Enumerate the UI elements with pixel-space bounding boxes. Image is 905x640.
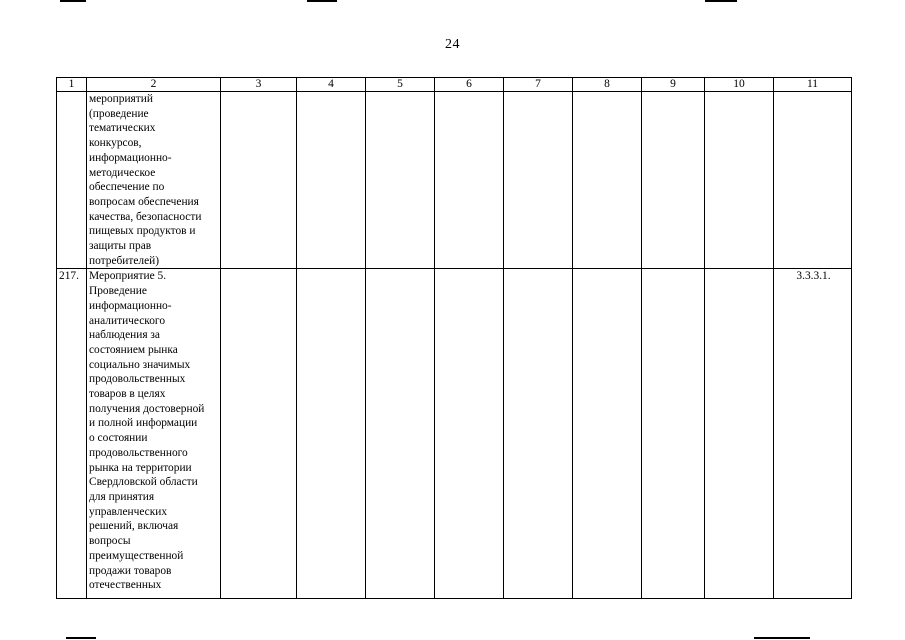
empty-cell [642, 269, 705, 599]
scan-mark-bottom-right [754, 637, 810, 639]
scan-mark-top-mid [307, 0, 337, 2]
description-line: информационно- [89, 151, 172, 164]
page-number: 24 [445, 37, 460, 52]
description-line: наблюдения за [89, 329, 160, 342]
description-line: преимущественной [89, 549, 184, 562]
empty-cell [504, 92, 573, 269]
description-line: о состоянии [89, 432, 148, 445]
empty-cell [705, 269, 774, 599]
row-number-cell [57, 92, 87, 269]
header-cell: 2 [87, 78, 221, 92]
table-row [57, 269, 852, 599]
header-cell: 1 [57, 78, 87, 92]
plan-table [56, 77, 852, 599]
description-line: решений, включая [89, 520, 179, 533]
header-cell: 10 [705, 78, 774, 92]
header-cell: 9 [642, 78, 705, 92]
empty-cell [642, 92, 705, 269]
description-line: получения достоверной [89, 402, 205, 415]
description-line: продовольственных [89, 373, 186, 386]
scan-mark-top-left [60, 0, 86, 2]
description-line: аналитического [89, 314, 166, 327]
empty-cell [435, 92, 504, 269]
header-row [57, 78, 852, 92]
description-line: управленческих [89, 505, 168, 518]
description-line: Проведение [89, 285, 147, 298]
empty-cell [435, 269, 504, 599]
empty-cell [504, 269, 573, 599]
row-description-cell [87, 92, 221, 269]
description-line: Мероприятие 5. [89, 270, 167, 283]
scan-mark-bottom-left [66, 637, 96, 639]
empty-cell [297, 269, 366, 599]
empty-cell [297, 92, 366, 269]
description-line: информационно- [89, 299, 172, 312]
description-line: товаров в целях [89, 388, 166, 401]
description-line: пищевых продуктов и [89, 225, 196, 238]
row-code-cell [774, 92, 852, 269]
empty-cell [366, 92, 435, 269]
description-line: тематических [89, 122, 156, 135]
row-description-cell [87, 269, 221, 599]
row-number-cell: 217. [57, 269, 87, 599]
description-line: социально значимых [89, 358, 191, 371]
header-cell: 5 [366, 78, 435, 92]
empty-cell [221, 92, 297, 269]
empty-cell [221, 269, 297, 599]
description-line: защиты прав [89, 240, 152, 253]
header-cell: 8 [573, 78, 642, 92]
description-line: потребителей) [89, 254, 160, 267]
description-line: вопросам обеспечения [89, 195, 199, 208]
header-cell: 11 [774, 78, 852, 92]
description-line: Свердловской области [89, 476, 198, 489]
description-line: рынка на территории [89, 461, 192, 474]
description-line: качества, безопасности [89, 210, 202, 223]
description-line: мероприятий [89, 93, 153, 105]
scan-mark-top-right [705, 0, 737, 2]
header-cell: 3 [221, 78, 297, 92]
description-line: методическое [89, 166, 156, 179]
header-cell: 4 [297, 78, 366, 92]
description-line: отечественных [89, 579, 162, 592]
empty-cell [705, 92, 774, 269]
description-line: продажи товаров [89, 564, 172, 577]
empty-cell [573, 269, 642, 599]
header-cell: 7 [504, 78, 573, 92]
description-line: вопросы [89, 535, 131, 548]
table-row [57, 92, 852, 269]
header-cell: 6 [435, 78, 504, 92]
empty-cell [366, 269, 435, 599]
empty-cell [573, 92, 642, 269]
description-line: обеспечение по [89, 181, 165, 194]
description-line: и полной информации [89, 417, 198, 430]
description-line: (проведение [89, 107, 149, 120]
description-line: продовольственного [89, 446, 188, 459]
description-line: для принятия [89, 490, 155, 503]
row-code-cell: 3.3.3.1. [774, 269, 852, 599]
description-line: конкурсов, [89, 137, 142, 150]
description-line: состоянием рынка [89, 343, 178, 356]
